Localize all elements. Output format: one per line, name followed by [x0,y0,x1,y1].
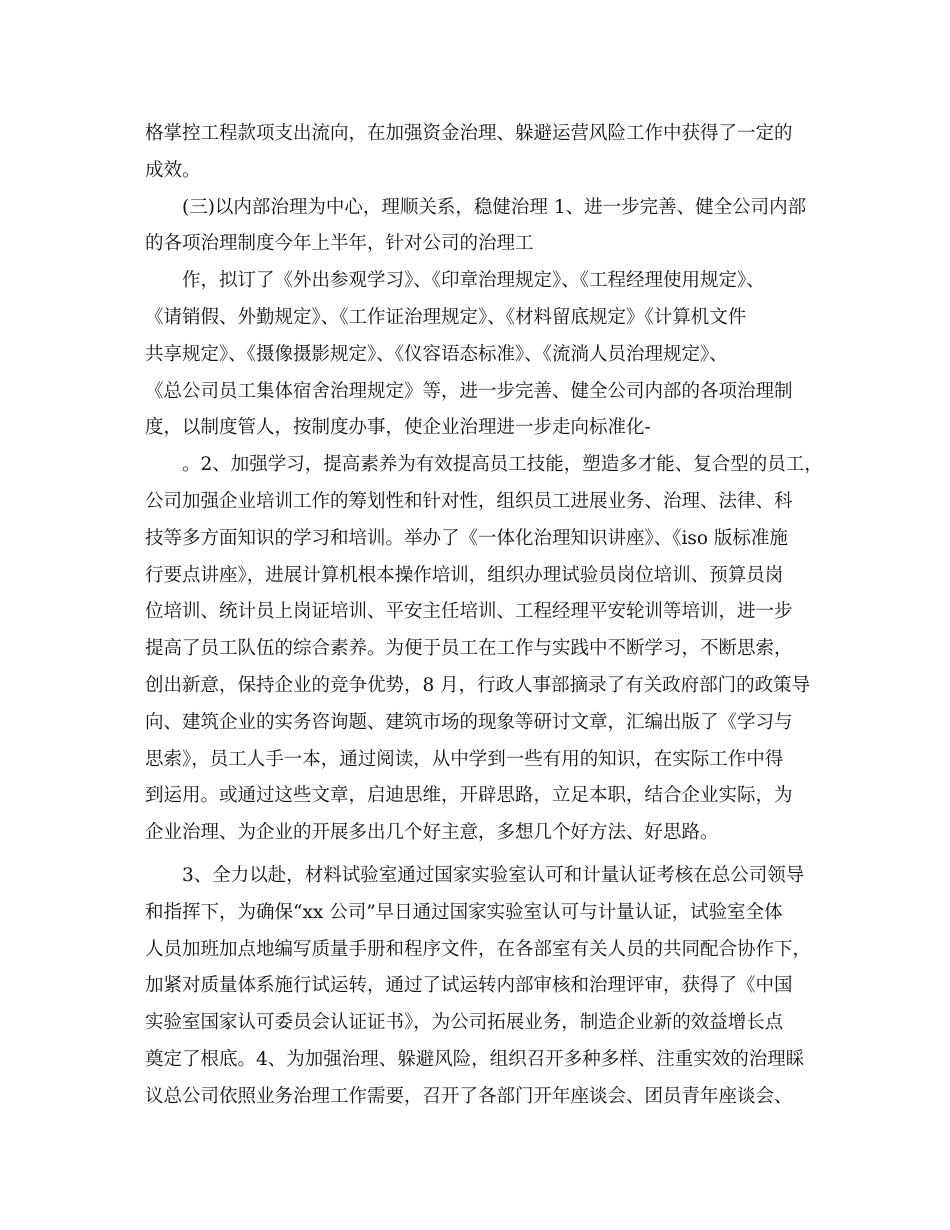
body-text [145,116,823,1116]
text-line: 作，拟订了《外出参观学习》、《印章治理规定》、《工程经理使用规定》、 [182,270,765,292]
text-line: 加紧对质量体系施行试运转，通过了试运转内部审核和治理评审，获得了《中国 [145,975,793,997]
text-line: 位培训、统计员上岗证培训、平安主任培训、工程经理平安轮训等培训，进一步 [145,601,793,623]
text-line: 向、建筑企业的实务咨询题、建筑市场的现象等研讨文章，汇编出版了《学习与 [145,711,793,733]
text-line: 共享规定》、《摄像摄影规定》、《仪容语态标准》、《流淌人员治理规定》、 [145,343,728,365]
text-line: 《总公司员工集体宿舍治理规定》等，进一步完善、健全公司内部的各项治理制 [145,380,793,402]
text-line: 思索》，员工人手一本，通过阅读，从中学到一些有用的知识，在实际工作中得 [145,748,784,770]
text-line: 公司加强企业培训工作的筹划性和针对性，组织员工进展业务、治理、法律、科 [145,490,793,512]
text-line: 技等多方面知识的学习和培训。举办了《一体化治理知识讲座》、《iso 版标准施 [145,527,788,549]
text-line: (三)以内部治理为中心，理顺关系，稳健治理 1、进一步完善、健全公司内部 [182,196,807,218]
text-line: 《请销假、外勤规定》、《工作证治理规定》、《材料留底规定》《计算机文件 [145,306,747,328]
text-line: 人员加班加点地编写质量手册和程序文件，在各部室有关人员的共同配合协作下， [145,938,812,960]
text-line: 创出新意，保持企业的竞争优势，8 月，行政人事部摘录了有关政府部门的政策导 [145,674,811,696]
text-line: 提高了员工队伍的综合素养。为便于员工在工作与实践中不断学习，不断思索， [145,638,793,660]
text-line: 度，以制度管人，按制度办事，使企业治理进一步走向标准化- [145,417,651,439]
text-line: 实验室国家认可委员会认证证书》，为公司拓展业务，制造企业新的效益增长点 [145,1012,784,1034]
text-line: 。2、加强学习，提高素养为有效提高员工技能，塑造多才能、复合型的员工， [182,454,823,476]
text-line: 到运用。或通过这些文章，启迪思维，开辟思路，立足本职，结合企业实际，为 [145,785,793,807]
text-line: 3、全力以赴，材料试验室通过国家实验室认可和计量认证考核在总公司领导 [182,864,805,886]
text-line: 格掌控工程款项支出流向，在加强资金治理、躲避运营风险工作中获得了一定的 [145,123,793,144]
text-line: 成效。 [145,159,201,181]
text-line: 和指挥下，为确保“xx 公司”早日通过国家实验室认可与计量认证，试验室全体 [145,901,783,923]
text-line: 的各项治理制度今年上半年，针对公司的治理工 [145,233,534,255]
text-line: 议总公司依照业务治理工作需要，召开了各部门开年座谈会、团员青年座谈会、 [145,1085,793,1107]
text-line: 行要点讲座》，进展计算机根本操作培训，组织办理试验员岗位培训、预算员岗 [145,564,784,586]
text-line: 企业治理、为企业的开展多出几个好主意，多想几个好方法、好思路。 [145,822,719,844]
text-line: 奠定了根底。4、为加强治理、躲避风险，组织召开多种多样、注重实效的治理睬 [145,1048,805,1070]
